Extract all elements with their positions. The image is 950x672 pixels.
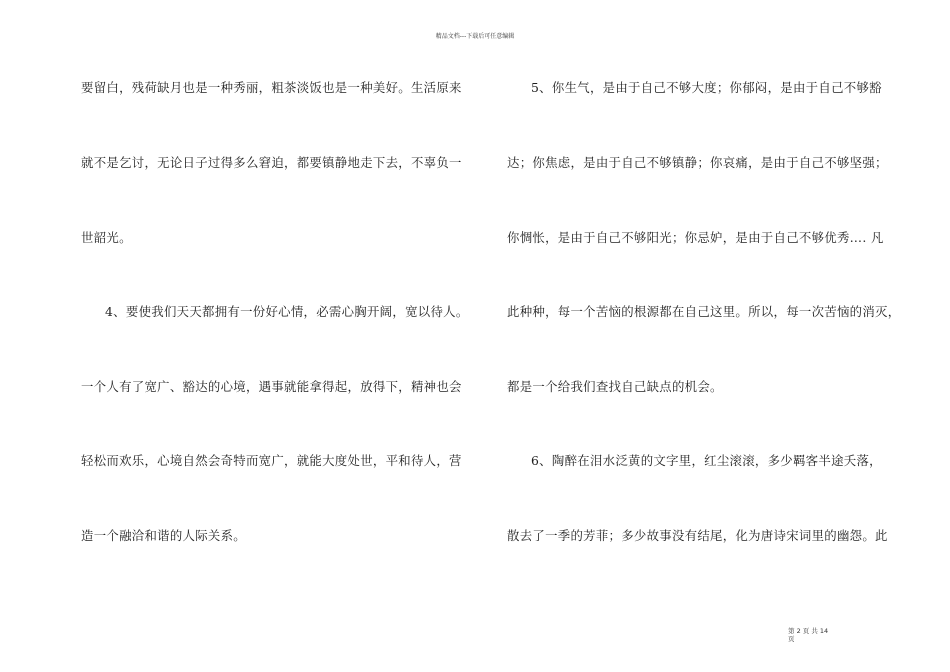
page-header: 精品文档---下载后可任意编辑	[435, 33, 515, 40]
page-number-line-2: 页	[788, 635, 795, 643]
page-number	[788, 627, 828, 643]
left-line-1: 要留白，残荷缺月也是一种秀丽，粗茶淡饭也是一种美好。生活原来	[81, 80, 462, 95]
right-line-3: 你惆怅，是由于自己不够阳光；你忌妒，是由于自己不够优秀…. 凡	[507, 230, 884, 245]
left-line-5: 一个人有了宽广、豁达的心境，遇事就能拿得起，放得下，精神也会	[81, 379, 462, 394]
left-line-7: 造一个融洽和谐的人际关系。	[81, 528, 246, 543]
right-line-7: 散去了一季的芳菲；多少故事没有结尾，化为唐诗宋词里的幽怨。此	[507, 528, 888, 543]
right-line-5: 都是一个给我们查找自己缺点的机会。	[507, 379, 723, 394]
right-line-4: 此种种，每一个苦恼的根源都在自己这里。所以，每一次苦恼的消灭，	[507, 304, 901, 319]
left-line-3: 世韶光。	[81, 230, 132, 245]
right-line-1: 5、你生气，是由于自己不够大度；你郁闷，是由于自己不够豁	[531, 80, 882, 95]
right-line-6: 6、陶醉在泪水泛黄的文字里，红尘滚滚，多少羁客半途夭落，	[531, 453, 882, 468]
right-line-2: 达；你焦虑，是由于自己不够镇静；你哀痛，是由于自己不够坚强；	[507, 155, 888, 170]
left-line-6: 轻松而欢乐，心境自然会奇特而宽广，就能大度处世，平和待人，营	[81, 453, 462, 468]
page-number-line-1: 第 2 页 共 14	[788, 627, 829, 635]
left-line-4: 4、要使我们天天都拥有一份好心情，必需心胸开阔，宽以待人。	[105, 304, 469, 319]
left-line-2: 就不是乞讨，无论日子过得多么窘迫，都要镇静地走下去，不辜负一	[81, 155, 462, 170]
